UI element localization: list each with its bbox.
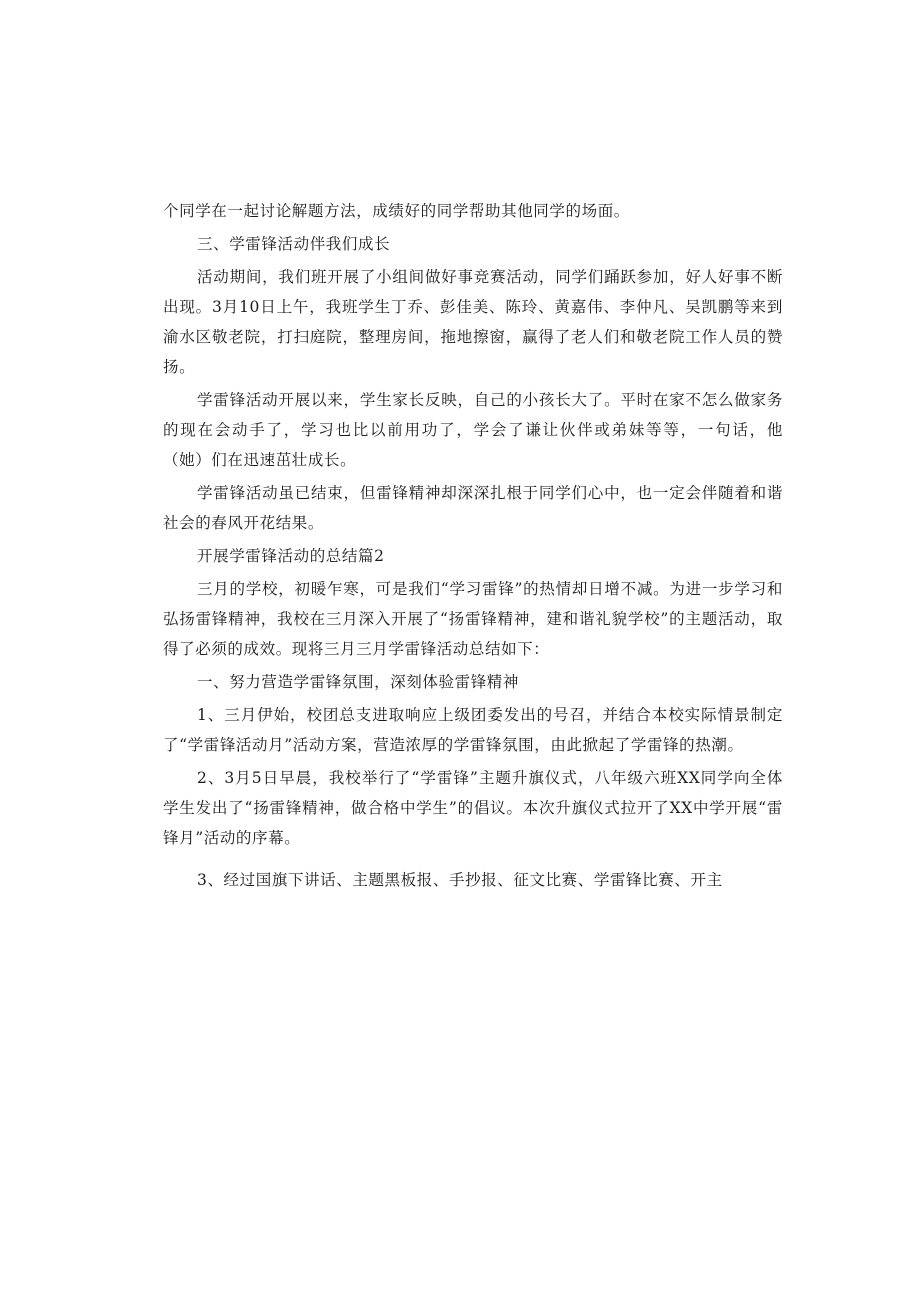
- paragraph-1: 个同学在一起讨论解题方法，成绩好的同学帮助其他同学的场面。: [163, 202, 630, 220]
- paragraph-7: 三月的学校，初暖乍寒，可是我们“学习雷锋”的热情却日增不减。为进一步学习和弘扬雷锋精神，我校在三月深入开展了“扬雷锋精神，建和谐礼貌学校”的主题活动，取得了必须的成效。现将三月三月学雷锋活动总结如下：: [163, 580, 783, 658]
- list-item-2: 2、3月5日早晨，我校举行了“学雷锋”主题升旗仪式，八年级六班XX同学向全体学生发出了“扬雷锋精神，做合格中学生”的倡议。本次升旗仪式拉开了XX中学开展“雷锋月”活动的序幕。: [163, 769, 783, 847]
- list-item-1: 1、三月伊始，校团总支进取响应上级团委发出的号召，并结合本校实际情景制定了“学雷锋活动月”活动方案，营造浓厚的学雷锋氛围，由此掀起了学雷锋的热潮。: [163, 706, 783, 754]
- section-heading-1: 一、努力营造学雷锋氛围，深刻体验雷锋精神: [197, 673, 520, 691]
- list-item-3: 3、经过国旗下讲话、主题黑板报、手抄报、征文比赛、学雷锋比赛、开主: [197, 871, 723, 889]
- paragraph-4: 学雷锋活动开展以来，学生家长反映，自己的小孩长大了。平时在家不怎么做家务的现在会动手了，学习也比以前用功了，学会了谦让伙伴或弟妹等等，一句话，他（她）们在迅速茁壮成长。: [163, 391, 783, 469]
- article-title-2: 开展学雷锋活动的总结篇2: [197, 547, 385, 565]
- document-body: [163, 196, 783, 895]
- paragraph-3: 活动期间，我们班开展了小组间做好事竞赛活动，同学们踊跃参加，好人好事不断出现。3月10日上午，我班学生丁乔、彭佳美、陈玲、黄嘉伟、李仲凡、吴凯鹏等来到渝水区敬老院，打扫庭院，整理房间，拖地擦窗，赢得了老人们和敬老院工作人员的赞扬。: [163, 268, 783, 376]
- paragraph-5: 学雷锋活动虽已结束，但雷锋精神却深深扎根于同学们心中，也一定会伴随着和谐社会的春风开花结果。: [163, 484, 783, 532]
- section-heading-3: 三、学雷锋活动伴我们成长: [197, 235, 391, 253]
